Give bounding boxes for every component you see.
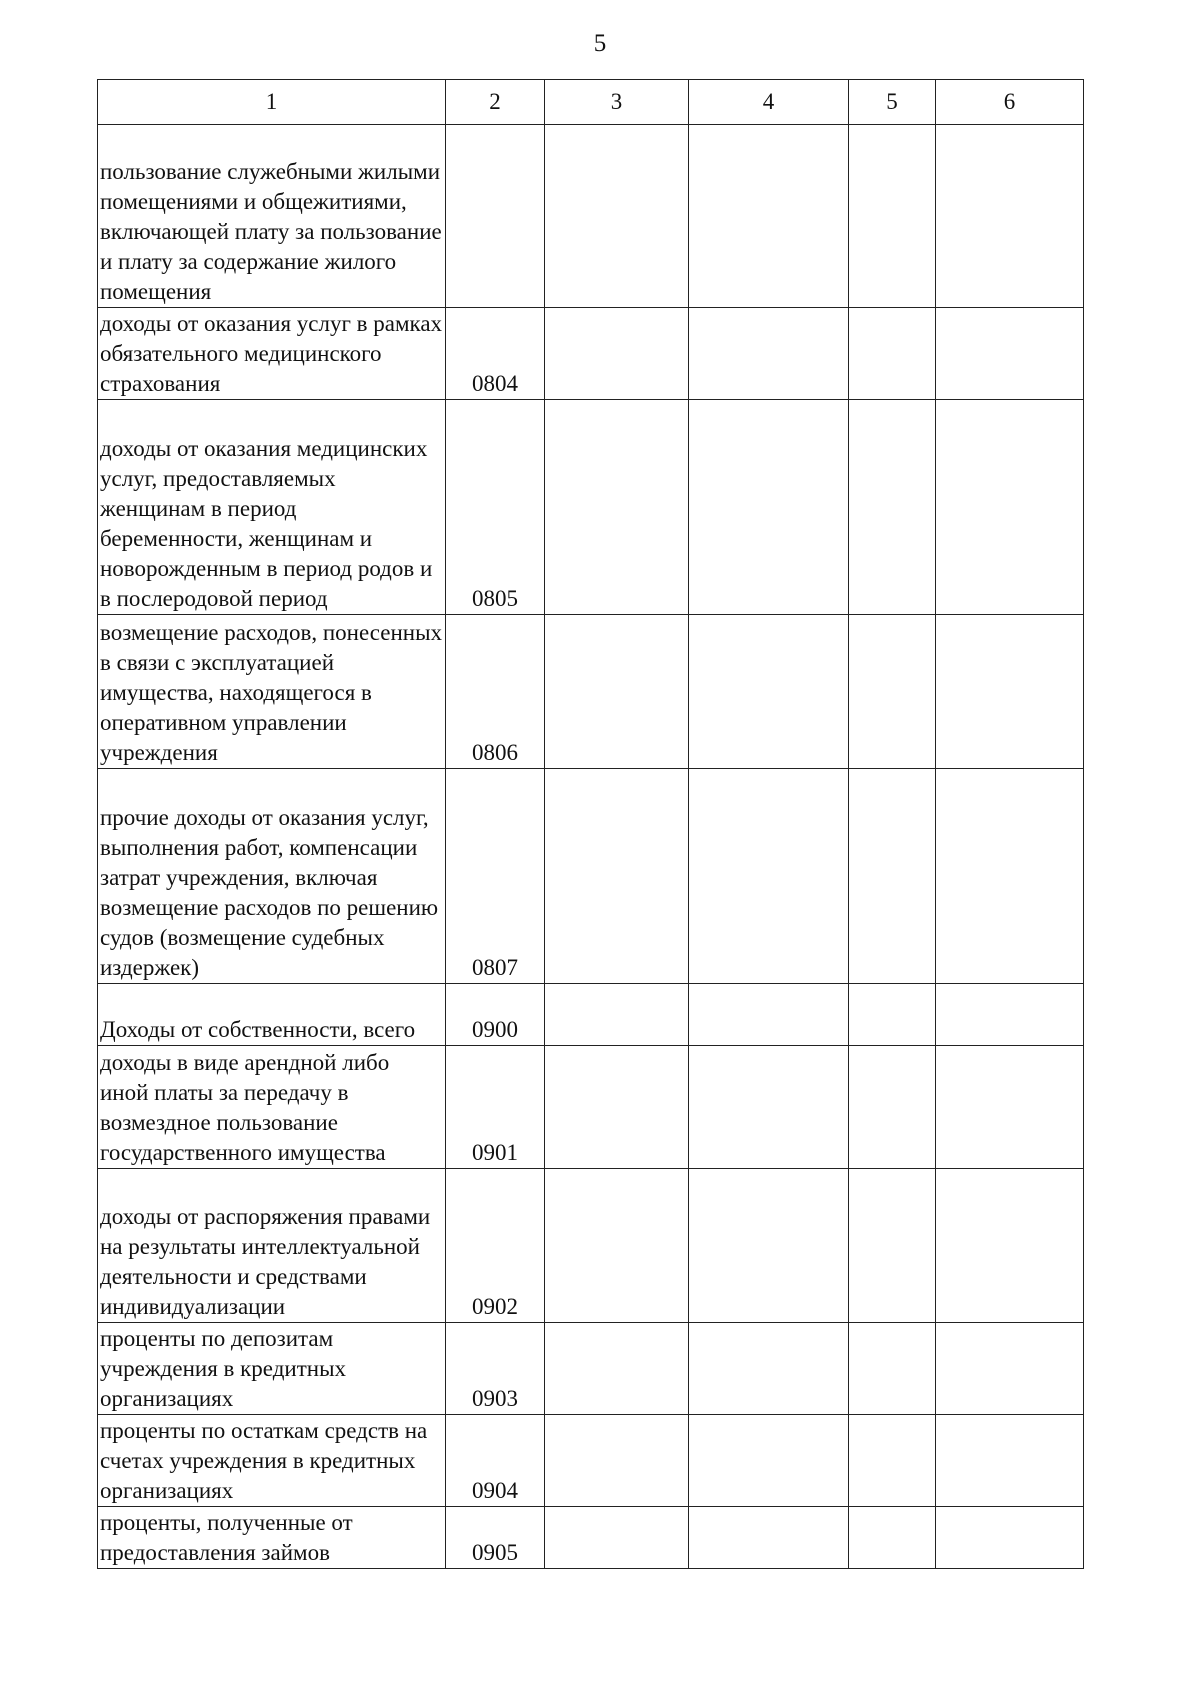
value-cell-col-3 [545, 615, 689, 769]
row-code: 0900 [446, 984, 545, 1046]
table-row [98, 125, 1084, 308]
value-cell-col-6 [936, 984, 1084, 1046]
value-cell-col-6 [936, 1046, 1084, 1169]
income-table [97, 79, 1084, 1569]
row-description: доходы от оказания услуг в рамках обязательного медицинского страхования [98, 308, 446, 400]
table-row [98, 984, 1084, 1046]
value-cell-col-4 [689, 615, 849, 769]
row-code: 0903 [446, 1323, 545, 1415]
value-cell-col-4 [689, 984, 849, 1046]
value-cell-col-6 [936, 1507, 1084, 1569]
table-header [98, 80, 1084, 125]
table-row [98, 308, 1084, 400]
value-cell-col-6 [936, 400, 1084, 615]
value-cell-col-4 [689, 1323, 849, 1415]
value-cell-col-5 [849, 1169, 936, 1323]
table-body [98, 125, 1084, 1569]
header-row [98, 80, 1084, 125]
column-header-1: 1 [98, 80, 446, 125]
row-description: Доходы от собственности, всего [98, 984, 446, 1046]
value-cell-col-3 [545, 1046, 689, 1169]
value-cell-col-6 [936, 1169, 1084, 1323]
page-number: 5 [593, 30, 607, 57]
value-cell-col-6 [936, 769, 1084, 984]
value-cell-col-3 [545, 769, 689, 984]
row-description: доходы от оказания медицинских услуг, предоставляемых женщинам в период беременности, женщинам и новорожденным в период родов и в послеродовой период [98, 400, 446, 615]
row-description: проценты по остаткам средств на счетах учреждения в кредитных организациях [98, 1415, 446, 1507]
table-row [98, 1507, 1084, 1569]
value-cell-col-5 [849, 1046, 936, 1169]
row-code: 0901 [446, 1046, 545, 1169]
column-header-5: 5 [849, 80, 936, 125]
value-cell-col-4 [689, 400, 849, 615]
column-header-4: 4 [689, 80, 849, 125]
table-row [98, 769, 1084, 984]
value-cell-col-4 [689, 769, 849, 984]
value-cell-col-3 [545, 1507, 689, 1569]
value-cell-col-3 [545, 984, 689, 1046]
value-cell-col-4 [689, 1415, 849, 1507]
value-cell-col-5 [849, 984, 936, 1046]
value-cell-col-4 [689, 1169, 849, 1323]
table-row [98, 1169, 1084, 1323]
value-cell-col-3 [545, 400, 689, 615]
column-header-3: 3 [545, 80, 689, 125]
row-code: 0904 [446, 1415, 545, 1507]
row-description: доходы в виде арендной либо иной платы за передачу в возмездное пользование государственного имущества [98, 1046, 446, 1169]
row-description: пользование служебными жилыми помещениями и общежитиями, включающей плату за пользование и плату за содержание жилого помещения [98, 125, 446, 308]
column-header-2: 2 [446, 80, 545, 125]
row-description: возмещение расходов, понесенных в связи с эксплуатацией имущества, находящегося в оперативном управлении учреждения [98, 615, 446, 769]
table-row [98, 400, 1084, 615]
value-cell-col-5 [849, 125, 936, 308]
value-cell-col-4 [689, 1046, 849, 1169]
table-row [98, 615, 1084, 769]
value-cell-col-6 [936, 125, 1084, 308]
value-cell-col-4 [689, 1507, 849, 1569]
row-description: проценты по депозитам учреждения в кредитных организациях [98, 1323, 446, 1415]
value-cell-col-5 [849, 769, 936, 984]
value-cell-col-4 [689, 125, 849, 308]
row-description: прочие доходы от оказания услуг, выполнения работ, компенсации затрат учреждения, включая возмещение расходов по решению судов (возмещение судебных издержек) [98, 769, 446, 984]
value-cell-col-3 [545, 125, 689, 308]
value-cell-col-5 [849, 1415, 936, 1507]
value-cell-col-5 [849, 1323, 936, 1415]
value-cell-col-6 [936, 615, 1084, 769]
row-code [446, 125, 545, 308]
value-cell-col-5 [849, 615, 936, 769]
value-cell-col-3 [545, 1415, 689, 1507]
value-cell-col-3 [545, 1169, 689, 1323]
value-cell-col-3 [545, 1323, 689, 1415]
table-row [98, 1046, 1084, 1169]
row-code: 0806 [446, 615, 545, 769]
row-code: 0807 [446, 769, 545, 984]
value-cell-col-5 [849, 308, 936, 400]
value-cell-col-6 [936, 1415, 1084, 1507]
value-cell-col-4 [689, 308, 849, 400]
value-cell-col-6 [936, 1323, 1084, 1415]
table-row [98, 1323, 1084, 1415]
value-cell-col-3 [545, 308, 689, 400]
row-code: 0902 [446, 1169, 545, 1323]
value-cell-col-6 [936, 308, 1084, 400]
value-cell-col-5 [849, 400, 936, 615]
row-description: доходы от распоряжения правами на результаты интеллектуальной деятельности и средствами индивидуализации [98, 1169, 446, 1323]
table-row [98, 1415, 1084, 1507]
row-code: 0905 [446, 1507, 545, 1569]
row-code: 0805 [446, 400, 545, 615]
row-description: проценты, полученные от предоставления займов [98, 1507, 446, 1569]
row-code: 0804 [446, 308, 545, 400]
value-cell-col-5 [849, 1507, 936, 1569]
column-header-6: 6 [936, 80, 1084, 125]
